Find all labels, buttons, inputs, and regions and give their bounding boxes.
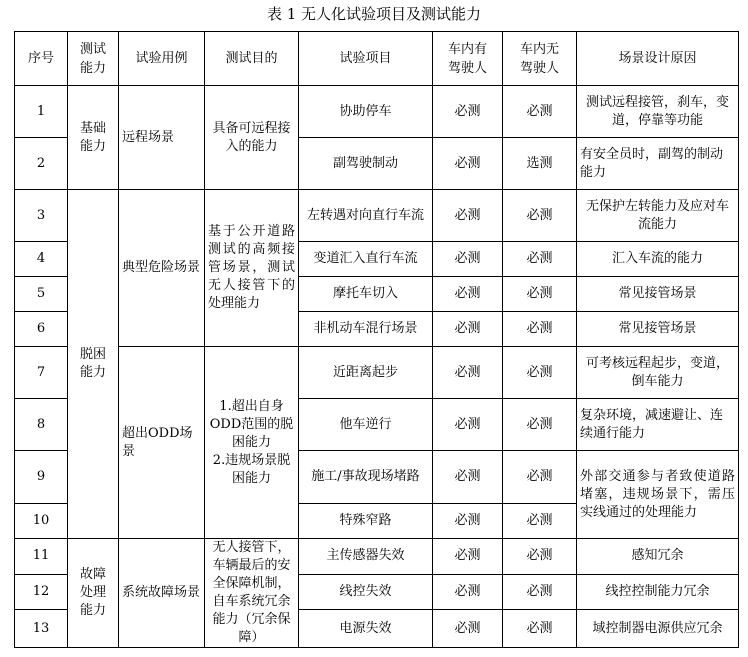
header-with-driver: 车内有 驾驶人	[433, 32, 503, 86]
with-driver-cell: 必测	[433, 347, 503, 399]
without-driver-cell: 必测	[503, 86, 577, 138]
without-driver-cell: 必测	[503, 610, 577, 648]
row-number: 8	[15, 399, 68, 451]
row-number: 6	[15, 312, 68, 347]
item-cell: 副驾驶制动	[299, 138, 433, 190]
purpose-danger: 基于公开道路测试的高频接管场景，测试无人接管下的处理能力	[205, 190, 299, 347]
group-basic: 基础 能力	[68, 86, 119, 190]
without-driver-cell: 必测	[503, 539, 577, 575]
header-without-driver: 车内无 驾驶人	[503, 32, 577, 86]
item-cell: 主传感器失效	[299, 539, 433, 575]
without-driver-cell: 必测	[503, 312, 577, 347]
row-number: 11	[15, 539, 68, 575]
group-escape: 脱困 能力	[68, 190, 119, 539]
header-item: 试验项目	[299, 32, 433, 86]
header-ability: 测试 能力	[68, 32, 119, 86]
item-cell: 施工/事故现场堵路	[299, 451, 433, 504]
reason-cell: 可考核远程起步，变道，倒车能力	[577, 347, 739, 399]
group-fault: 故障 处理 能力	[68, 539, 119, 648]
without-driver-cell: 必测	[503, 347, 577, 399]
purpose-odd: 1.超出自身ODD范围的脱困能力 2.违规场景脱困能力	[205, 347, 299, 539]
with-driver-cell: 必测	[433, 451, 503, 504]
with-driver-cell: 必测	[433, 399, 503, 451]
item-cell: 特殊窄路	[299, 504, 433, 539]
without-driver-cell: 必测	[503, 451, 577, 504]
purpose-system: 无人接管下，车辆最后的安全保障机制，自车系统冗余能力（冗余保障）	[205, 539, 299, 648]
case-danger: 典型危险场景	[119, 190, 205, 347]
header-seq: 序号	[15, 32, 68, 86]
with-driver-cell: 必测	[433, 242, 503, 277]
without-driver-cell: 选测	[503, 138, 577, 190]
row-number: 5	[15, 277, 68, 312]
reason-cell: 外部交通参与者致使道路堵塞，违规场景下，需压实线通过的处理能力	[577, 451, 739, 539]
reason-cell: 常见接管场景	[577, 312, 739, 347]
without-driver-cell: 必测	[503, 242, 577, 277]
without-driver-cell: 必测	[503, 504, 577, 539]
without-driver-cell: 必测	[503, 190, 577, 242]
header-case: 试验用例	[119, 32, 205, 86]
item-cell: 近距离起步	[299, 347, 433, 399]
reason-cell: 感知冗余	[577, 539, 739, 575]
case-remote: 远程场景	[119, 86, 205, 190]
test-items-table	[14, 31, 739, 648]
table-row	[15, 539, 739, 575]
item-cell: 电源失效	[299, 610, 433, 648]
table-row	[15, 86, 739, 138]
reason-cell: 域控制器电源供应冗余	[577, 610, 739, 648]
with-driver-cell: 必测	[433, 277, 503, 312]
reason-cell: 线控控制能力冗余	[577, 574, 739, 610]
row-number: 2	[15, 138, 68, 190]
table-row	[15, 190, 739, 242]
with-driver-cell: 必测	[433, 574, 503, 610]
reason-cell: 复杂环境，减速避让、连续通行能力	[577, 399, 739, 451]
table-row	[15, 347, 739, 399]
with-driver-cell: 必测	[433, 504, 503, 539]
without-driver-cell: 必测	[503, 574, 577, 610]
item-cell: 左转遇对向直行车流	[299, 190, 433, 242]
row-number: 12	[15, 574, 68, 610]
reason-cell: 汇入车流的能力	[577, 242, 739, 277]
row-number: 7	[15, 347, 68, 399]
item-cell: 他车逆行	[299, 399, 433, 451]
row-number: 9	[15, 451, 68, 504]
reason-cell: 常见接管场景	[577, 277, 739, 312]
header-reason: 场景设计原因	[577, 32, 739, 86]
case-system: 系统故障场景	[119, 539, 205, 648]
with-driver-cell: 必测	[433, 539, 503, 575]
table-caption: 表 1 无人化试验项目及测试能力	[266, 5, 482, 23]
item-cell: 摩托车切入	[299, 277, 433, 312]
with-driver-cell: 必测	[433, 610, 503, 648]
item-cell: 线控失效	[299, 574, 433, 610]
with-driver-cell: 必测	[433, 190, 503, 242]
row-number: 3	[15, 190, 68, 242]
row-number: 10	[15, 504, 68, 539]
with-driver-cell: 必测	[433, 312, 503, 347]
without-driver-cell: 必测	[503, 277, 577, 312]
without-driver-cell: 必测	[503, 399, 577, 451]
row-number: 4	[15, 242, 68, 277]
header-row	[15, 32, 739, 86]
case-odd: 超出ODD场景	[119, 347, 205, 539]
with-driver-cell: 必测	[433, 86, 503, 138]
reason-cell: 有安全员时，副驾的制动能力	[577, 138, 739, 190]
with-driver-cell: 必测	[433, 138, 503, 190]
purpose-remote: 具备可远程接入的能力	[205, 86, 299, 190]
item-cell: 非机动车混行场景	[299, 312, 433, 347]
reason-cell: 无保护左转能力及应对车流能力	[577, 190, 739, 242]
header-purpose: 测试目的	[205, 32, 299, 86]
row-number: 13	[15, 610, 68, 648]
item-cell: 变道汇入直行车流	[299, 242, 433, 277]
row-number: 1	[15, 86, 68, 138]
reason-cell: 测试远程接管，刹车，变道，停靠等功能	[577, 86, 739, 138]
item-cell: 协助停车	[299, 86, 433, 138]
